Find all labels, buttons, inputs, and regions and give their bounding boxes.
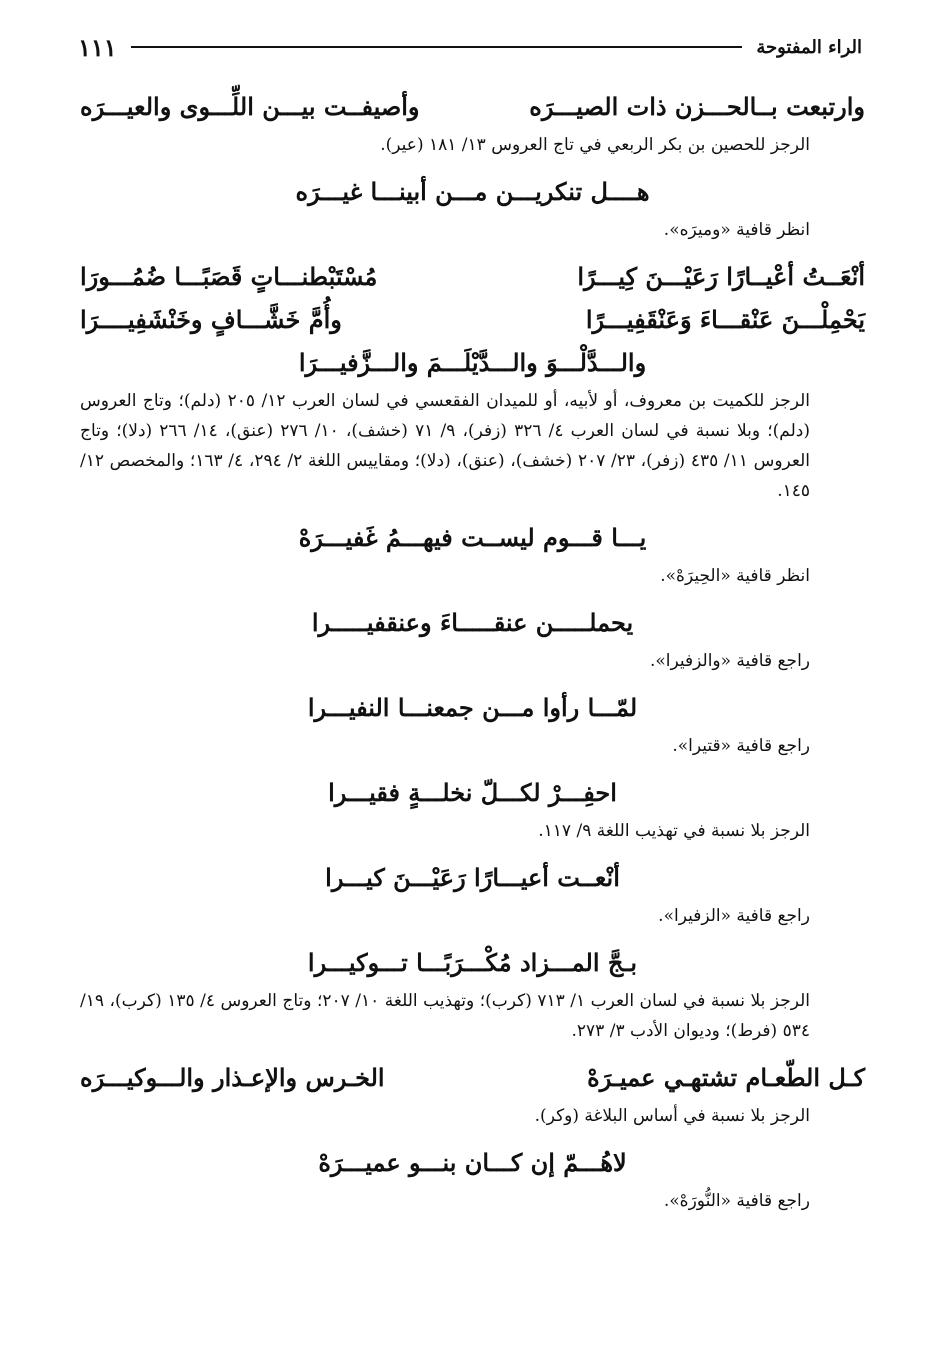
- page-header: [78, 30, 862, 64]
- note-paragraph: الرجز للكميت بن معروف، أو لأبيه، أو للميدان الفقعسي في لسان العرب ١٢/ ٢٠٥ (دلم)؛ وتاج العروس (دلم)؛ وبلا نسبة في لسان العرب ٤/ ٣٢٦ (زفر)، ٩/ ٧١ (خشف)، ١٠/ ٢٧٦ (عنق)، ١٤/ ٢٦٦ (دلا)؛ وتاج العروس ١١/ ٤٣٥ (زفر)، ٢٣/ ٢٠٧ (خشف)، (عنق)، (دلا)؛ ومقاييس اللغة ٢/ ٢٩٤، ٤/ ١٦٣؛ والمخصص ١٢/ ١٤٥.: [80, 391, 811, 501]
- note-paragraph: الرجز بلا نسبة في لسان العرب ١/ ٧١٣ (كرب)؛ وتهذيب اللغة ١٠/ ٢٠٧؛ وتاج العروس ٤/ ١٣٥ (كرب)، ١٩/ ٥٣٤ (فرط)؛ وديوان الأدب ٣/ ٢٧٣.: [80, 991, 810, 1041]
- verse-hemistich-right: كـل الطّعـام تشتهـي عميـرَهْ: [587, 1063, 865, 1092]
- verse-line: احفِـــرْ لكـــلّ نخلـــةٍ فقيـــرا: [328, 778, 617, 807]
- running-title: الراء المفتوحة: [756, 36, 862, 58]
- note-paragraph: الرجز للحصين بن بكر الربعي في تاج العروس ١٣/ ١٨١ (عير).: [380, 135, 810, 155]
- note-paragraph: انظر قافية «الحِيرَهْ».: [660, 566, 810, 586]
- verse-line: لاهُـــمّ إن كـــان بنـــو عميـــرَهْ: [318, 1148, 627, 1177]
- header-rule: [131, 46, 743, 48]
- verse-hemistich-right: أنْعَــتُ أعْيــارًا رَعَيْـــنَ كِيـــرًا: [577, 262, 865, 291]
- verse-line: أنْعــت أعيـــارًا رَعَيْـــنَ كيـــرا: [325, 863, 620, 892]
- note-paragraph: راجع قافية «النُّورَهْ».: [663, 1191, 810, 1211]
- verse-line: بـجَّ المـــزاد مُكْـــرَبًـــا تـــوكيـــرا: [307, 948, 638, 977]
- verse-line: هــــل تنكريـــن مـــن أبينـــا غيـــرَه: [295, 177, 650, 206]
- note-paragraph: انظر قافية «وميرَه».: [663, 220, 810, 240]
- verse-line: [80, 298, 865, 341]
- verse-hemistich-left: وأُمَّ خَشَّـــافٍ وخَنْشَفِيــــرَا: [80, 305, 342, 334]
- note-paragraph: راجع قافية «قتيرا».: [672, 736, 810, 756]
- verse-hemistich-left: الخـرس والإعـذار والـــوكيـــرَه: [80, 1063, 385, 1092]
- verse-hemistich-right: وارتبعت بــالحـــزن ذات الصيـــرَه: [529, 92, 865, 121]
- page-number: ١١١: [78, 32, 117, 62]
- verse-line: والـــدَّلْـــوَ والـــدَّيْلَـــمَ والـــزَّفيـــرَا: [298, 348, 647, 377]
- verse-line: [80, 85, 865, 128]
- verse-line: يـــا قـــوم ليســت فيهـــمُ غَفيـــرَهْ: [298, 523, 647, 552]
- note-paragraph: الرجز بلا نسبة في أساس البلاغة (وكر).: [534, 1106, 810, 1126]
- verse-hemistich-left: وأصيفــت بيـــن اللِّـــوى والعيـــرَه: [80, 92, 420, 121]
- note-paragraph: راجع قافية «والزفيرا».: [649, 651, 810, 671]
- verse-line: يحملـــــن عنقـــــاءَ وعنقفيـــــرا: [311, 608, 634, 637]
- verse-line: [80, 1056, 865, 1099]
- verse-line: [80, 255, 865, 298]
- page-content: [80, 85, 865, 1226]
- verse-line: لمّـــا رأوا مـــن جمعنـــا النفيـــرا: [307, 693, 638, 722]
- note-paragraph: راجع قافية «الزفيرا».: [658, 906, 810, 926]
- note-paragraph: الرجز بلا نسبة في تهذيب اللغة ٩/ ١١٧.: [538, 821, 810, 841]
- verse-hemistich-right: يَحْمِلْـــنَ عَنْقـــاءَ وَعَنْقَفِيـــرًا: [585, 305, 865, 334]
- verse-hemistich-left: مُسْتَبْطنـــاتٍ قَصَبًـــا ضُمُـــورَا: [80, 262, 378, 291]
